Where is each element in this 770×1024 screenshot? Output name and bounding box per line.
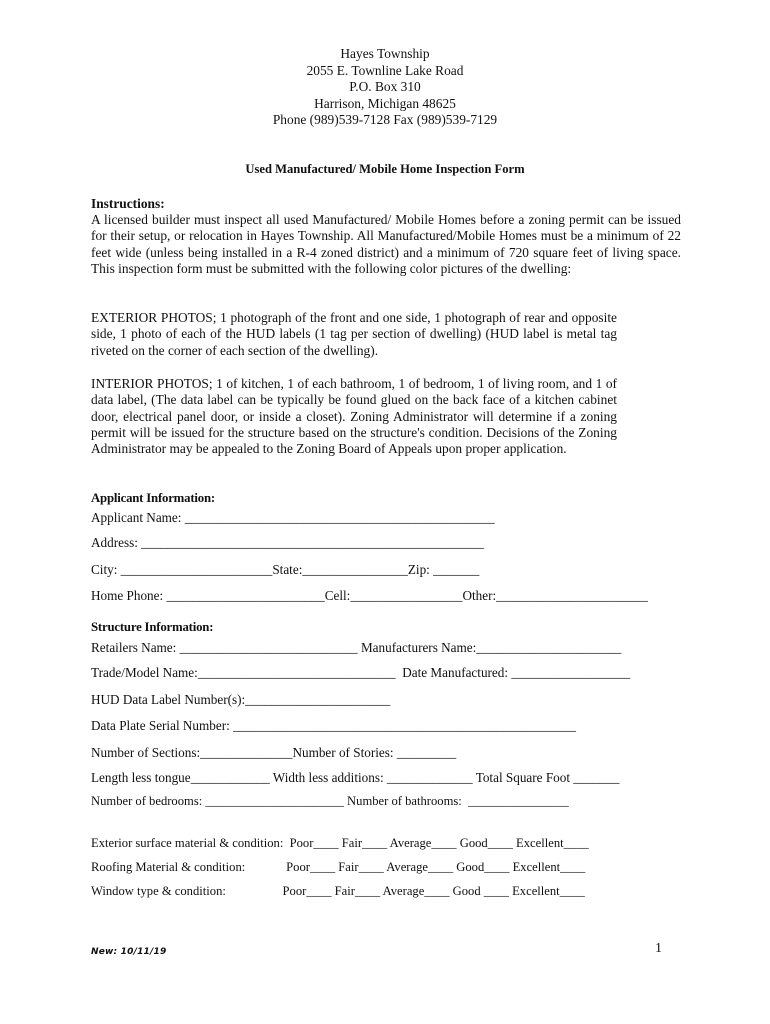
applicant-section-heading: Applicant Information: [91, 491, 215, 505]
interior-photos-paragraph: INTERIOR PHOTOS; 1 of kitchen, 1 of each bathroom, 1 of bedroom, 1 of living room, and 1 of data label, (The data label can be typically be found glued on the back face of a kitchen cabinet door, electrical panel door, or inside a closet). Zoning Administrator will determine if a zoning permit will be issued for the structure based on the structure's condition. Decisions of the Zoning Administrator may be appealed to the Zoning Board of Appeals upon proper application. [91, 376, 617, 457]
org-name: Hayes Township [340, 46, 430, 61]
roofing-condition-row[interactable]: Roofing Material & condition: Poor____ Fair____ Average____ Good____ Excellent____ [91, 860, 586, 874]
serial-number-field[interactable]: Data Plate Serial Number: ____________________________________________________ [91, 718, 576, 733]
dimensions-field[interactable]: Length less tongue____________ Width less additions: _____________ Total Square Foot _______ [91, 770, 620, 785]
bedrooms-bathrooms-field[interactable]: Number of bedrooms: ______________________ Number of bathrooms: ________________ [91, 794, 569, 808]
exterior-photos-paragraph: EXTERIOR PHOTOS; 1 photograph of the front and one side, 1 photograph of rear and opposite side, 1 photo of each of the HUD labels (1 tag per section of dwelling) (HUD label is metal tag riveted on the corner of each section of the dwelling). [91, 310, 617, 358]
city-state-zip-field[interactable]: City: _______________________State:________________Zip: _______ [91, 562, 480, 577]
retailers-manufacturers-field[interactable]: Retailers Name: ___________________________ Manufacturers Name:______________________ [91, 640, 622, 655]
sections-stories-field[interactable]: Number of Sections:______________Number of Stories: _________ [91, 745, 457, 760]
po-box: P.O. Box 310 [349, 79, 421, 95]
street-address: 2055 E. Townline Lake Road [306, 62, 464, 78]
trade-model-date-field[interactable]: Trade/Model Name:______________________________ Date Manufactured: __________________ [91, 665, 631, 680]
revision-date: New: 10/11/19 [91, 947, 167, 957]
address-field[interactable]: Address: ____________________________________________________ [91, 535, 485, 550]
city-state-zip: Harrison, Michigan 48625 [314, 95, 456, 111]
page-number: 1 [655, 941, 662, 956]
township-letterhead [0, 46, 770, 129]
structure-section-heading: Structure Information: [91, 620, 214, 634]
applicant-name-field[interactable]: Applicant Name: _______________________________________________ [91, 510, 495, 525]
exterior-condition-row[interactable]: Exterior surface material & condition: Poor____ Fair____ Average____ Good____ Excellent____ [91, 836, 589, 850]
hud-label-number-field[interactable]: HUD Data Label Number(s):______________________ [91, 692, 391, 707]
window-condition-row[interactable]: Window type & condition: Poor____ Fair____ Average____ Good ____ Excellent____ [91, 884, 585, 898]
instructions-paragraph-1: A licensed builder must inspect all used Manufactured/ Mobile Homes before a zoning permit can be issued for their setup, or relocation in Hayes Township. All Manufactured/Mobile Homes must be a minimum of 22 feet wide (unless being installed in a R-4 zoned district) and a minimum of 720 square feet of living space. This inspection form must be submitted with the following color pictures of the dwelling: [91, 212, 681, 276]
phone-fax: Phone (989)539-7128 Fax (989)539-7129 [272, 112, 498, 128]
form-title: Used Manufactured/ Mobile Home Inspection Form [245, 162, 525, 176]
instructions-heading: Instructions: [91, 196, 165, 211]
phone-fields[interactable]: Home Phone: ________________________Cell:_________________Other:_______________________ [91, 588, 648, 603]
